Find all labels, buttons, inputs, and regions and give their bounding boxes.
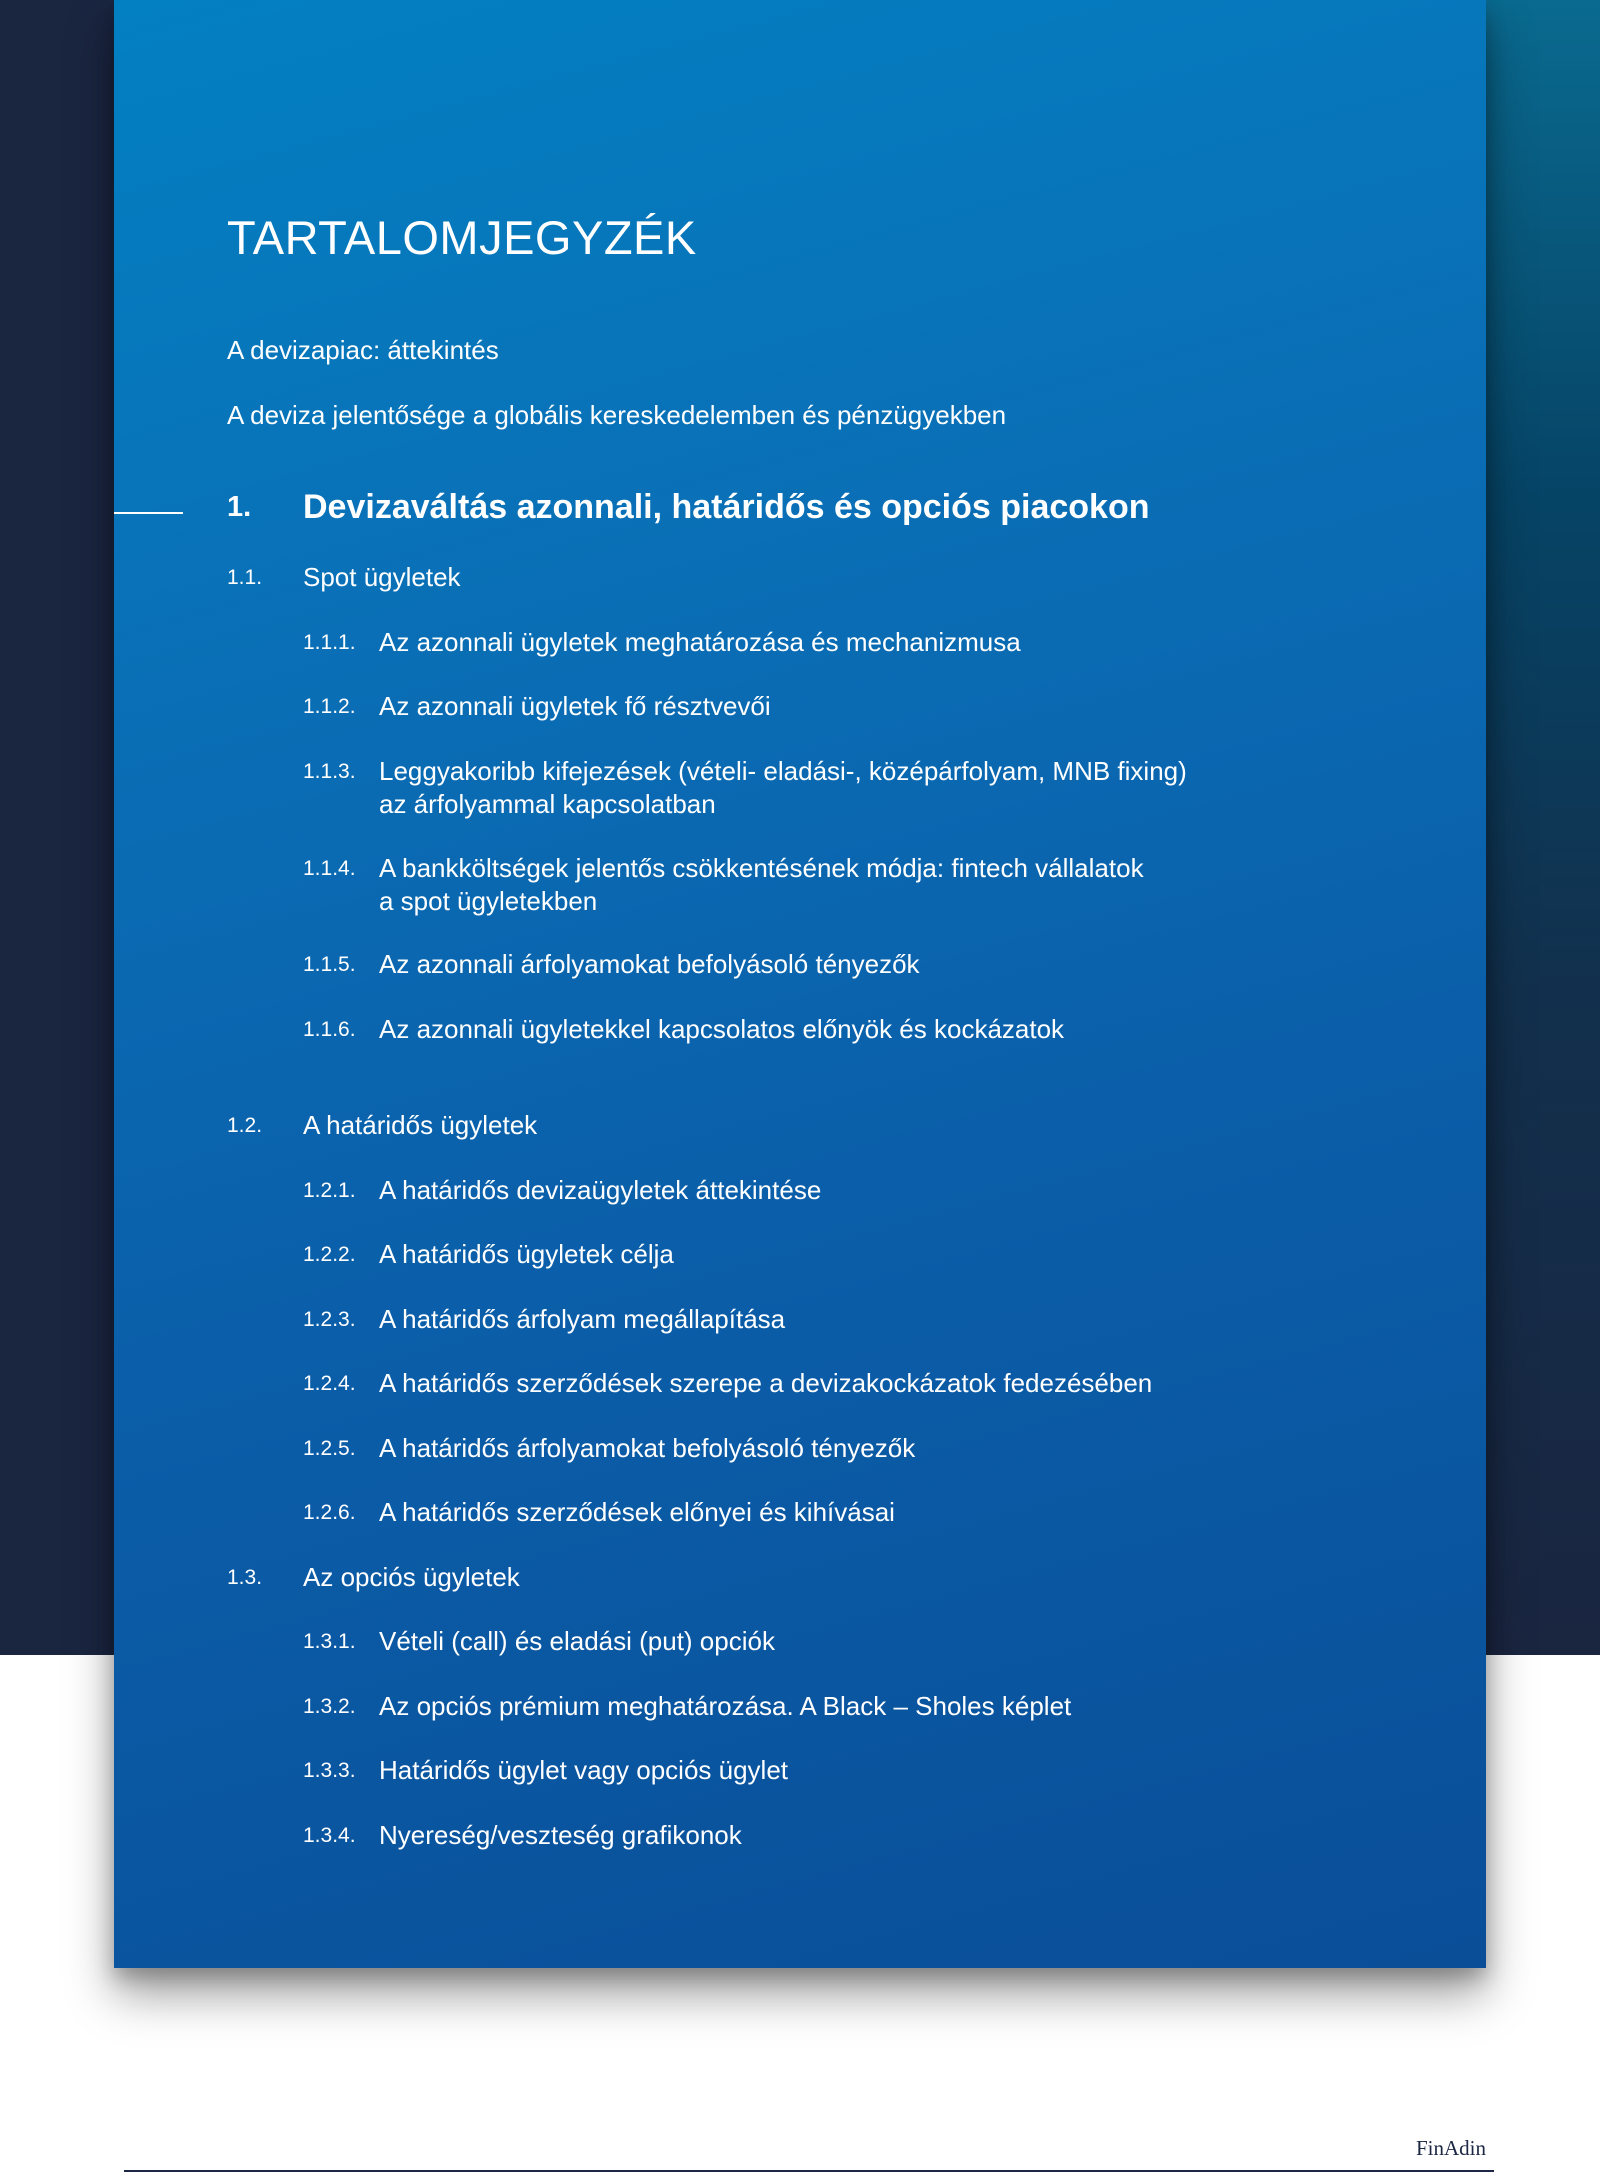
toc-entry-text: A határidős árfolyamokat befolyásoló tényezők: [379, 1433, 916, 1463]
toc-entry-text: Az opciós ügyletek: [303, 1562, 520, 1592]
toc-intro-overview: A devizapiac: áttekintés: [227, 335, 499, 365]
toc-entry-text: Az azonnali árfolyamokat befolyásoló tényezők: [379, 949, 920, 979]
toc-entry-number: 1.1.6.: [303, 1018, 356, 1041]
toc-entry-1-3-4: [303, 1819, 742, 1852]
toc-entry-1-1-1: [303, 626, 1021, 659]
toc-entry-1-2-2: [303, 1238, 674, 1271]
toc-entry-text: Az azonnali ügyletek fő résztvevői: [379, 691, 771, 721]
toc-entry-number: 1.1.1.: [303, 631, 356, 654]
toc-entry-1-1-6: [303, 1013, 1064, 1046]
toc-entry-number: 1.3.2.: [303, 1695, 356, 1718]
toc-entry-number: 1.3.4.: [303, 1824, 356, 1847]
toc-entry-text: A határidős árfolyam megállapítása: [379, 1304, 786, 1334]
toc-entry-1-3-2: [303, 1690, 1071, 1723]
toc-entry-1-1-3: [303, 755, 1187, 821]
toc-entry-number: 1.2.5.: [303, 1437, 356, 1460]
chapter-marker-line: [114, 512, 183, 514]
toc-entry-1-1-5: [303, 948, 920, 981]
toc-entry-number: 1.3.1.: [303, 1630, 356, 1653]
toc-entry-1-2-6: [303, 1496, 895, 1529]
toc-entry-number: 1.2.1.: [303, 1179, 356, 1202]
toc-entry-1-2: [227, 1109, 537, 1142]
toc-entry-number: 1.3.3.: [303, 1759, 356, 1782]
toc-entry-number: 1.1.: [227, 566, 263, 589]
footer-divider: [124, 2170, 1494, 2172]
toc-entry-text: Az opciós prémium meghatározása. A Black – Sholes képlet: [379, 1691, 1072, 1721]
toc-entry-1-1-2: [303, 690, 771, 723]
toc-entry-number: 1.2.6.: [303, 1501, 356, 1524]
toc-entry-text: A határidős szerződések előnyei és kihívásai: [379, 1497, 895, 1527]
toc-entry-number: 1.2.4.: [303, 1372, 356, 1395]
chapter-title: Devizaváltás azonnali, határidős és opciós piacokon: [303, 488, 1150, 526]
toc-entry-text: Leggyakoribb kifejezések (vételi- eladási-, középárfolyam, MNB fixing) az árfolyammal kapcsolatban: [379, 756, 1187, 819]
toc-entry-1-2-3: [303, 1303, 785, 1336]
chapter-number: 1.: [227, 491, 252, 523]
toc-entry-text: A határidős szerződések szerepe a devizakockázatok fedezésében: [379, 1368, 1153, 1398]
toc-intro-importance: A deviza jelentősége a globális kereskedelemben és pénzügyekben: [227, 400, 1007, 430]
toc-entry-1-2-1: [303, 1174, 821, 1207]
toc-entry-number: 1.1.3.: [303, 760, 356, 783]
toc-entry-number: 1.1.5.: [303, 953, 356, 976]
toc-entry-number: 1.1.2.: [303, 695, 356, 718]
toc-page: [114, 0, 1486, 1968]
toc-entry-1-2-4: [303, 1367, 1152, 1400]
toc-entry-1-2-5: [303, 1432, 915, 1465]
toc-entry-text: A határidős ügyletek célja: [379, 1239, 674, 1269]
toc-entry-1-1: [227, 561, 461, 594]
toc-entry-number: 1.2.2.: [303, 1243, 356, 1266]
toc-title: TARTALOMJEGYZÉK: [227, 211, 697, 264]
toc-entry-number: 1.3.: [227, 1566, 263, 1589]
toc-entry-text: A határidős ügyletek: [303, 1110, 538, 1140]
toc-entry-1-1-4: [303, 852, 1144, 918]
toc-entry-text: A bankköltségek jelentős csökkentésének módja: fintech vállalatok a spot ügyletekben: [379, 853, 1144, 916]
brand-logo-text: FinAdin: [1416, 2136, 1487, 2160]
toc-entry-text: Az azonnali ügyletek meghatározása és mechanizmusa: [379, 627, 1021, 657]
toc-entry-number: 1.2.3.: [303, 1308, 356, 1331]
toc-entry-1-3-3: [303, 1754, 788, 1787]
toc-entry-text: Határidős ügylet vagy opciós ügylet: [379, 1755, 789, 1785]
toc-entry-text: Nyereség/veszteség grafikonok: [379, 1820, 742, 1850]
toc-entry-1-3: [227, 1561, 520, 1594]
backdrop-right-accent: [1484, 0, 1600, 1655]
toc-entry-text: Vételi (call) és eladási (put) opciók: [379, 1626, 775, 1656]
toc-entry-number: 1.1.4.: [303, 857, 356, 880]
toc-entry-text: Az azonnali ügyletekkel kapcsolatos előnyök és kockázatok: [379, 1014, 1065, 1044]
toc-entry-number: 1.2.: [227, 1114, 263, 1137]
toc-entry-text: Spot ügyletek: [303, 562, 461, 592]
toc-entry-1-3-1: [303, 1625, 775, 1658]
toc-entry-text: A határidős devizaügyletek áttekintése: [379, 1175, 822, 1205]
